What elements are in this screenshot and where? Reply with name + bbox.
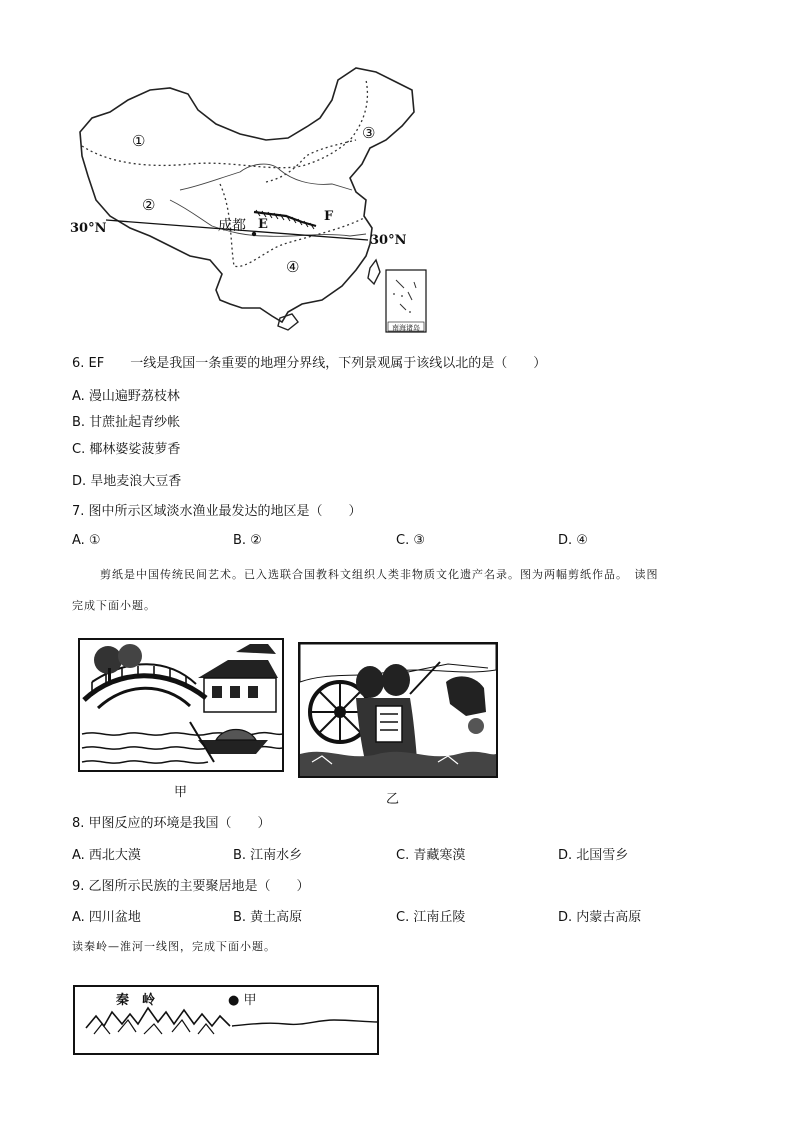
papercut-intro-line-2: 完成下面小题。 [72, 599, 156, 612]
question-8-option-b[interactable]: B. 江南水乡 [233, 848, 303, 863]
qinling-huaihe-figure [72, 984, 380, 1058]
papercut-label-a: 甲 [174, 785, 188, 800]
question-9-option-d[interactable]: D. 内蒙古高原 [558, 910, 642, 925]
qinling-intro: 读秦岭—淮河一线图，完成下面小题。 [72, 940, 276, 953]
qinling-mountain-label: 秦 岭 [116, 993, 156, 1008]
label-30n-right: 30°N [370, 233, 407, 248]
question-7-option-a[interactable]: A. ① [72, 533, 101, 548]
region-label-3: ③ [362, 124, 376, 142]
question-7-option-c[interactable]: C. ③ [396, 533, 425, 548]
south-china-sea-inset [386, 270, 426, 332]
question-6-option-a[interactable]: A. 漫山遍野荔枝林 [72, 389, 180, 404]
question-9-stem: 9. 乙图所示民族的主要聚居地是（ ） [72, 879, 310, 894]
yellow-river [180, 164, 352, 190]
region-boundary-1 [82, 80, 367, 168]
region-label-2: ② [142, 196, 156, 214]
inset-caption: 南海诸岛 [392, 324, 420, 332]
question-9-option-c[interactable]: C. 江南丘陵 [396, 910, 466, 925]
question-9-option-a[interactable]: A. 四川盆地 [72, 910, 141, 925]
question-7-stem: 7. 图中所示区域淡水渔业最发达的地区是（ ） [72, 504, 362, 519]
region-label-4: ④ [286, 258, 300, 276]
question-8-option-d[interactable]: D. 北国雪乡 [558, 848, 629, 863]
papercut-figure-b [298, 642, 498, 778]
region-boundary-3 [266, 140, 356, 182]
qinling-point-label: ● 甲 [228, 993, 257, 1008]
taiwan-island [368, 260, 380, 284]
label-chengdu: 成都 [218, 218, 246, 234]
yangtze-river [170, 200, 366, 236]
question-9-option-b[interactable]: B. 黄土高原 [233, 910, 303, 925]
label-point-e: E [258, 217, 268, 232]
question-7-option-b[interactable]: B. ② [233, 533, 262, 548]
question-8-option-c[interactable]: C. 青藏寒漠 [396, 848, 466, 863]
question-6-option-d[interactable]: D. 旱地麦浪大豆香 [72, 474, 182, 489]
region-label-1: ① [132, 132, 146, 150]
chengdu-dot [252, 232, 256, 236]
question-8-stem: 8. 甲图反应的环境是我国（ ） [72, 816, 271, 831]
papercut-intro-line-1: 剪纸是中国传统民间艺术。已入选联合国教科文组织人类非物质文化遗产名录。图为两幅剪纸作品。 读图 [100, 568, 659, 581]
question-8-option-a[interactable]: A. 西北大漠 [72, 848, 141, 863]
papercut-label-b: 乙 [386, 792, 400, 807]
question-7-option-d[interactable]: D. ④ [558, 533, 588, 548]
papercut-figure-a [78, 638, 284, 772]
label-point-f: F [324, 209, 334, 224]
label-30n-left: 30°N [70, 221, 107, 236]
china-map-figure [70, 60, 440, 340]
china-outline [80, 68, 414, 322]
question-6-option-b[interactable]: B. 甘蔗扯起青纱帐 [72, 415, 181, 430]
question-6-stem: 6. EF 一线是我国一条重要的地理分界线，下列景观属于该线以北的是（ ） [72, 356, 547, 371]
question-6-option-c[interactable]: C. 椰林婆娑菠萝香 [72, 442, 181, 457]
